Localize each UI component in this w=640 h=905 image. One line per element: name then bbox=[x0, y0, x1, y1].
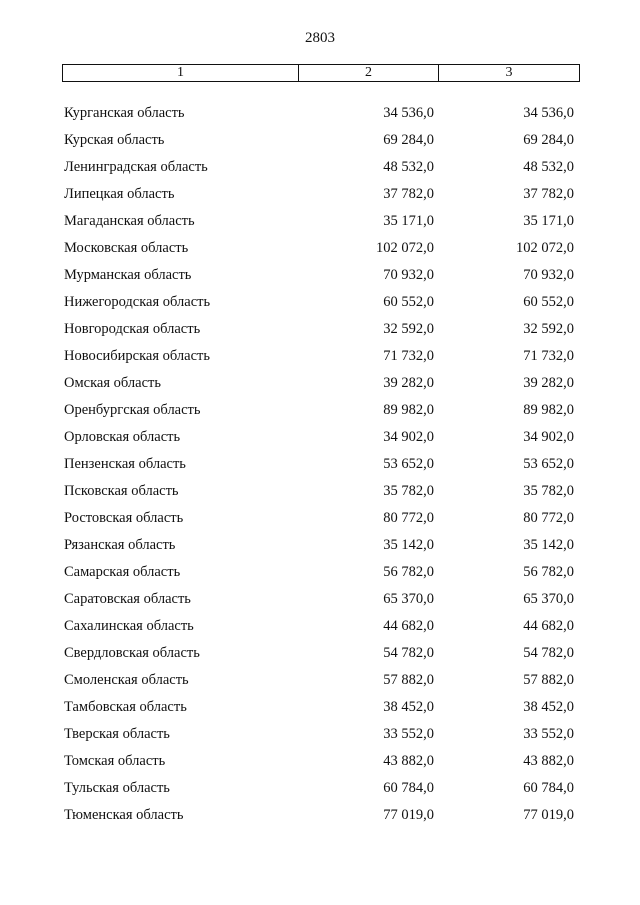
region-name-cell: Тюменская область bbox=[64, 807, 184, 823]
column-3-value-cell: 48 532,0 bbox=[523, 159, 574, 175]
table-row bbox=[62, 370, 580, 397]
column-3-value-cell: 56 782,0 bbox=[523, 564, 574, 580]
table-row bbox=[62, 559, 580, 586]
table-row bbox=[62, 775, 580, 802]
region-name-cell: Нижегородская область bbox=[64, 294, 211, 310]
region-name-cell: Орловская область bbox=[64, 429, 181, 445]
region-name-cell: Тверская область bbox=[64, 726, 170, 742]
column-2-value-cell: 35 171,0 bbox=[383, 213, 434, 229]
table-row bbox=[62, 343, 580, 370]
table-row bbox=[62, 397, 580, 424]
column-2-value-cell: 60 552,0 bbox=[383, 294, 434, 310]
column-3-value-cell: 33 552,0 bbox=[523, 726, 574, 742]
table-row bbox=[62, 316, 580, 343]
column-header-3: 3 bbox=[505, 65, 513, 80]
table-row bbox=[62, 478, 580, 505]
column-3-value-cell: 39 282,0 bbox=[523, 375, 574, 391]
column-3-value-cell: 54 782,0 bbox=[523, 645, 574, 661]
table-row bbox=[62, 640, 580, 667]
column-2-value-cell: 56 782,0 bbox=[383, 564, 434, 580]
region-name-cell: Смоленская область bbox=[64, 672, 189, 688]
column-2-value-cell: 102 072,0 bbox=[376, 240, 434, 256]
region-name-cell: Оренбургская область bbox=[64, 402, 201, 418]
column-3-value-cell: 35 782,0 bbox=[523, 483, 574, 499]
column-2-value-cell: 54 782,0 bbox=[383, 645, 434, 661]
column-3-value-cell: 34 536,0 bbox=[523, 105, 574, 121]
column-2-value-cell: 34 536,0 bbox=[383, 105, 434, 121]
column-2-value-cell: 77 019,0 bbox=[383, 807, 434, 823]
table-row bbox=[62, 154, 580, 181]
column-2-value-cell: 43 882,0 bbox=[383, 753, 434, 769]
column-3-value-cell: 43 882,0 bbox=[523, 753, 574, 769]
column-2-value-cell: 48 532,0 bbox=[383, 159, 434, 175]
column-2-value-cell: 71 732,0 bbox=[383, 348, 434, 364]
table-row bbox=[62, 802, 580, 829]
table-row bbox=[62, 748, 580, 775]
region-name-cell: Липецкая область bbox=[64, 186, 175, 202]
column-3-value-cell: 80 772,0 bbox=[523, 510, 574, 526]
region-name-cell: Тамбовская область bbox=[64, 699, 187, 715]
column-3-value-cell: 65 370,0 bbox=[523, 591, 574, 607]
column-2-value-cell: 32 592,0 bbox=[383, 321, 434, 337]
column-2-value-cell: 33 552,0 bbox=[383, 726, 434, 742]
table-body bbox=[62, 100, 580, 829]
region-name-cell: Рязанская область bbox=[64, 537, 176, 553]
region-name-cell: Мурманская область bbox=[64, 267, 192, 283]
region-name-cell: Новгородская область bbox=[64, 321, 201, 337]
column-2-value-cell: 60 784,0 bbox=[383, 780, 434, 796]
region-name-cell: Новосибирская область bbox=[64, 348, 210, 364]
page-number: 2803 bbox=[305, 30, 335, 46]
table-row bbox=[62, 586, 580, 613]
table-row bbox=[62, 424, 580, 451]
column-3-value-cell: 37 782,0 bbox=[523, 186, 574, 202]
column-2-value-cell: 38 452,0 bbox=[383, 699, 434, 715]
table-row bbox=[62, 235, 580, 262]
region-name-cell: Сахалинская область bbox=[64, 618, 194, 634]
column-2-value-cell: 35 782,0 bbox=[383, 483, 434, 499]
column-2-value-cell: 70 932,0 bbox=[383, 267, 434, 283]
region-name-cell: Московская область bbox=[64, 240, 189, 256]
column-3-value-cell: 35 171,0 bbox=[523, 213, 574, 229]
column-3-value-cell: 69 284,0 bbox=[523, 132, 574, 148]
column-3-value-cell: 34 902,0 bbox=[523, 429, 574, 445]
column-2-value-cell: 80 772,0 bbox=[383, 510, 434, 526]
column-3-value-cell: 38 452,0 bbox=[523, 699, 574, 715]
table-header-row bbox=[62, 64, 580, 82]
column-3-value-cell: 57 882,0 bbox=[523, 672, 574, 688]
column-2-value-cell: 89 982,0 bbox=[383, 402, 434, 418]
region-name-cell: Тульская область bbox=[64, 780, 170, 796]
column-3-value-cell: 60 552,0 bbox=[523, 294, 574, 310]
region-name-cell: Томская область bbox=[64, 753, 166, 769]
column-2-value-cell: 35 142,0 bbox=[383, 537, 434, 553]
table-row bbox=[62, 532, 580, 559]
column-2-value-cell: 53 652,0 bbox=[383, 456, 434, 472]
column-3-value-cell: 102 072,0 bbox=[516, 240, 574, 256]
column-2-value-cell: 57 882,0 bbox=[383, 672, 434, 688]
region-name-cell: Саратовская область bbox=[64, 591, 191, 607]
column-2-value-cell: 37 782,0 bbox=[383, 186, 434, 202]
region-name-cell: Псковская область bbox=[64, 483, 179, 499]
region-name-cell: Курская область bbox=[64, 132, 165, 148]
column-2-value-cell: 39 282,0 bbox=[383, 375, 434, 391]
column-3-value-cell: 89 982,0 bbox=[523, 402, 574, 418]
region-name-cell: Ростовская область bbox=[64, 510, 184, 526]
region-name-cell: Самарская область bbox=[64, 564, 181, 580]
column-2-value-cell: 34 902,0 bbox=[383, 429, 434, 445]
table-row bbox=[62, 181, 580, 208]
region-name-cell: Омская область bbox=[64, 375, 161, 391]
column-3-value-cell: 77 019,0 bbox=[523, 807, 574, 823]
column-3-value-cell: 53 652,0 bbox=[523, 456, 574, 472]
table-row bbox=[62, 451, 580, 478]
region-name-cell: Магаданская область bbox=[64, 213, 195, 229]
table-row bbox=[62, 262, 580, 289]
column-2-value-cell: 69 284,0 bbox=[383, 132, 434, 148]
column-header-2: 2 bbox=[299, 65, 439, 81]
column-3-value-cell: 71 732,0 bbox=[523, 348, 574, 364]
table-row bbox=[62, 100, 580, 127]
table-row bbox=[62, 721, 580, 748]
table-row bbox=[62, 289, 580, 316]
table-row bbox=[62, 613, 580, 640]
column-3-value-cell: 60 784,0 bbox=[523, 780, 574, 796]
table-row bbox=[62, 127, 580, 154]
column-3-value-cell: 32 592,0 bbox=[523, 321, 574, 337]
region-name-cell: Ленинградская область bbox=[64, 159, 208, 175]
table-row bbox=[62, 694, 580, 721]
region-name-cell: Пензенская область bbox=[64, 456, 186, 472]
column-3-value-cell: 70 932,0 bbox=[523, 267, 574, 283]
table-row bbox=[62, 208, 580, 235]
column-3-value-cell: 44 682,0 bbox=[523, 618, 574, 634]
region-name-cell: Свердловская область bbox=[64, 645, 200, 661]
column-2-value-cell: 44 682,0 bbox=[383, 618, 434, 634]
table-row bbox=[62, 667, 580, 694]
column-3-value-cell: 35 142,0 bbox=[523, 537, 574, 553]
table-row bbox=[62, 505, 580, 532]
region-name-cell: Курганская область bbox=[64, 105, 185, 121]
column-header-1: 1 bbox=[63, 65, 299, 81]
column-2-value-cell: 65 370,0 bbox=[383, 591, 434, 607]
